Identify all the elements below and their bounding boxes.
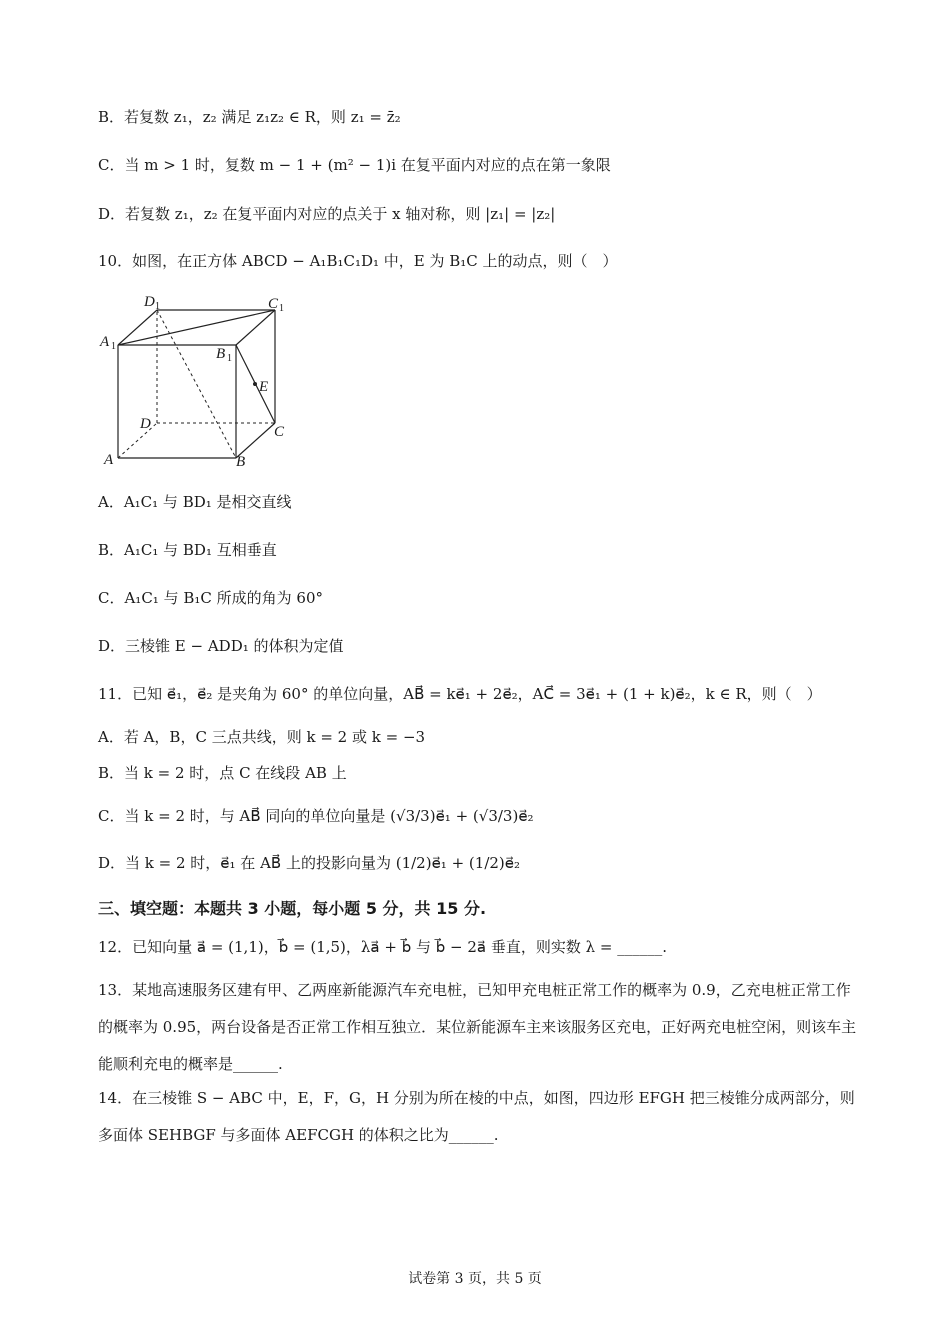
- q9-option-b: B．若复数 z₁，z₂ 满足 z₁z₂ ∈ R，则 z₁ = z̄₂: [98, 108, 401, 126]
- label-b1: B: [216, 346, 226, 362]
- label-a1: A: [100, 334, 110, 350]
- q11-option-d: D．当 k = 2 时，e⃗₁ 在 AB⃗ 上的投影向量为 (1/2)e⃗₁ + (1/2)e⃗₂: [98, 854, 521, 872]
- label-c1-sub: 1: [279, 303, 284, 314]
- q10-stem: 10．如图，在正方体 ABCD − A₁B₁C₁D₁ 中，E 为 B₁C 上的动点，则（ ）: [98, 252, 618, 270]
- label-b1-sub: 1: [227, 353, 232, 364]
- q11-stem: 11．已知 e⃗₁，e⃗₂ 是夹角为 60° 的单位向量，AB⃗ = ke⃗₁ + 2e⃗₂，AC⃗ = 3e⃗₁ + (1 + k)e⃗₂，k ∈ R，则（ ）: [98, 685, 822, 703]
- q9-option-d: D．若复数 z₁，z₂ 在复平面内对应的点关于 x 轴对称，则 |z₁| = |z₂|: [98, 205, 556, 223]
- q11-option-c: C．当 k = 2 时，与 AB⃗ 同向的单位向量是 (√3/3)e⃗₁ + (√3/3)e⃗₂: [98, 807, 534, 825]
- q9-option-c: C．当 m > 1 时，复数 m − 1 + (m² − 1)i 在复平面内对应的点在第一象限: [98, 156, 611, 174]
- q13: 13．某地高速服务区建有甲、乙两座新能源汽车充电桩，已知甲充电桩正常工作的概率为 0.9，乙充电桩正常工作的概率为 0.95，两台设备是否正常工作相互独立．某位新能源车主来该服务区充电，正好两充电桩空闲，则该车主能顺利充电的概率是______.: [98, 981, 857, 1073]
- section-heading: 三、填空题：本题共 3 小题，每小题 5 分，共 15 分.: [98, 899, 487, 918]
- q10-option-a: A．A₁C₁ 与 BD₁ 是相交直线: [98, 493, 292, 511]
- label-c: C: [274, 424, 285, 440]
- page-footer: 试卷第 3 页，共 5 页: [408, 1271, 542, 1287]
- cube-figure: [98, 288, 308, 478]
- label-a: A: [104, 452, 114, 468]
- label-e: E: [259, 379, 269, 395]
- q11-option-a: A．若 A，B，C 三点共线，则 k = 2 或 k = −3: [98, 728, 426, 746]
- label-d: D: [140, 416, 151, 432]
- label-c1: C: [268, 296, 279, 312]
- q11-option-b: B．当 k = 2 时，点 C 在线段 AB 上: [98, 764, 347, 782]
- q10-option-d: D．三棱锥 E − ADD₁ 的体积为定值: [98, 637, 344, 655]
- q12: 12．已知向量 a⃗ = (1,1)，b⃗ = (1,5)，λa⃗ + b⃗ 与 b⃗ − 2a⃗ 垂直，则实数 λ = ______.: [98, 938, 668, 956]
- label-b: B: [236, 454, 246, 470]
- point-e: [253, 382, 257, 386]
- label-a1-sub: 1: [111, 341, 116, 352]
- q14: 14．在三棱锥 S − ABC 中，E，F，G，H 分别为所在棱的中点，如图，四边形 EFGH 把三棱锥分成两部分，则多面体 SEHBGF 与多面体 AEFCGH 的体积之比为______.: [98, 1089, 855, 1144]
- q10-option-b: B．A₁C₁ 与 BD₁ 互相垂直: [98, 541, 277, 559]
- label-d1: D: [144, 294, 155, 310]
- q10-option-c: C．A₁C₁ 与 B₁C 所成的角为 60°: [98, 589, 323, 607]
- label-d1-sub: 1: [155, 301, 160, 312]
